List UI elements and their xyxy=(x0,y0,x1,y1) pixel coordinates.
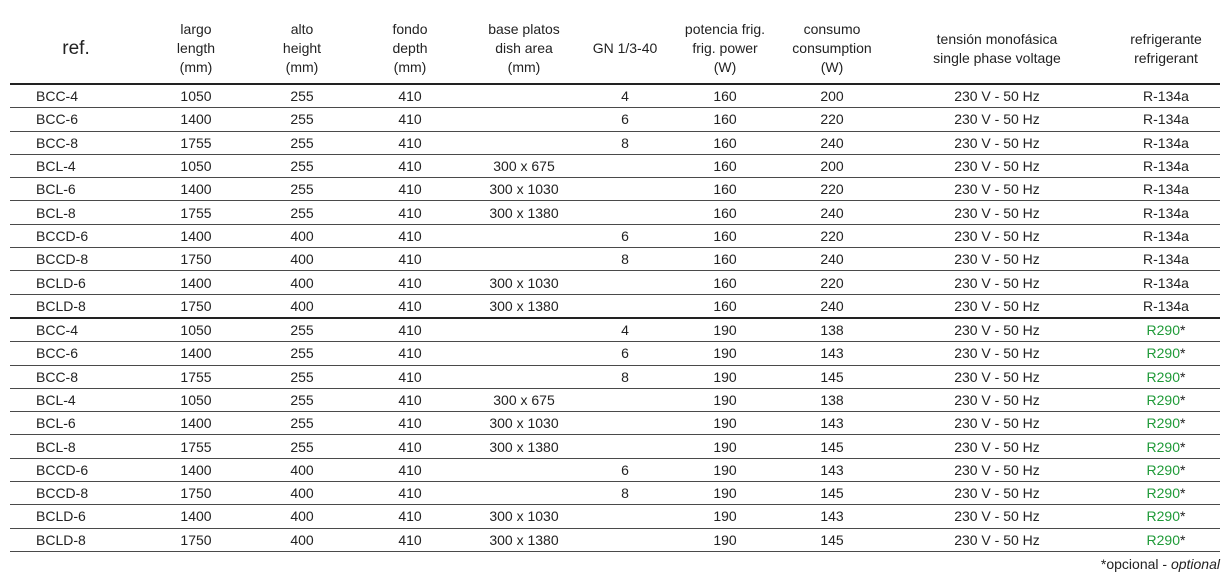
cell-voltage: 230 V - 50 Hz xyxy=(882,505,1112,528)
cell-voltage: 230 V - 50 Hz xyxy=(882,271,1112,294)
cell-dish xyxy=(466,108,582,131)
cell-depth: 410 xyxy=(354,388,466,411)
cell-voltage: 230 V - 50 Hz xyxy=(882,388,1112,411)
footnote-italic: optional xyxy=(1170,556,1220,572)
cell-gn xyxy=(582,412,668,435)
cell-height: 400 xyxy=(250,224,354,247)
col-header-dish-area: base platos dish area (mm) xyxy=(488,21,560,75)
cell-length: 1755 xyxy=(142,435,250,458)
cell-power: 190 xyxy=(668,388,782,411)
cell-consumption: 138 xyxy=(782,318,882,342)
cell-length: 1400 xyxy=(142,271,250,294)
cell-refrigerant: R290* xyxy=(1112,505,1220,528)
cell-voltage: 230 V - 50 Hz xyxy=(882,482,1112,505)
cell-dish: 300 x 1380 xyxy=(466,435,582,458)
cell-dish: 300 x 675 xyxy=(466,388,582,411)
cell-ref: BCCD-8 xyxy=(10,248,142,271)
cell-power: 160 xyxy=(668,84,782,108)
table-row xyxy=(10,84,1220,108)
cell-power: 190 xyxy=(668,365,782,388)
table-row xyxy=(10,178,1220,201)
cell-refrigerant: R-134a xyxy=(1112,84,1220,108)
cell-refrigerant: R-134a xyxy=(1112,294,1220,318)
cell-dish xyxy=(466,342,582,365)
cell-ref: BCL-6 xyxy=(10,412,142,435)
table-row xyxy=(10,224,1220,247)
cell-dish xyxy=(466,458,582,481)
cell-height: 400 xyxy=(250,248,354,271)
cell-gn xyxy=(582,201,668,224)
cell-length: 1050 xyxy=(142,388,250,411)
table-row xyxy=(10,294,1220,318)
table-row xyxy=(10,342,1220,365)
cell-power: 190 xyxy=(668,318,782,342)
cell-gn xyxy=(582,154,668,177)
optional-star: * xyxy=(1180,392,1186,408)
cell-gn: 6 xyxy=(582,224,668,247)
cell-depth: 410 xyxy=(354,505,466,528)
cell-ref: BCC-4 xyxy=(10,318,142,342)
cell-height: 255 xyxy=(250,388,354,411)
cell-gn xyxy=(582,271,668,294)
cell-consumption: 145 xyxy=(782,482,882,505)
cell-dish xyxy=(466,248,582,271)
cell-gn: 6 xyxy=(582,108,668,131)
cell-ref: BCLD-8 xyxy=(10,294,142,318)
cell-ref: BCC-8 xyxy=(10,131,142,154)
cell-ref: BCC-6 xyxy=(10,108,142,131)
cell-power: 160 xyxy=(668,271,782,294)
cell-depth: 410 xyxy=(354,412,466,435)
cell-ref: BCL-6 xyxy=(10,178,142,201)
cell-height: 400 xyxy=(250,528,354,551)
cell-dish: 300 x 675 xyxy=(466,154,582,177)
cell-depth: 410 xyxy=(354,365,466,388)
optional-star: * xyxy=(1180,461,1186,478)
cell-power: 160 xyxy=(668,178,782,201)
cell-ref: BCL-4 xyxy=(10,388,142,411)
cell-gn xyxy=(582,178,668,201)
cell-voltage: 230 V - 50 Hz xyxy=(882,458,1112,481)
cell-voltage: 230 V - 50 Hz xyxy=(882,201,1112,224)
cell-ref: BCCD-6 xyxy=(10,458,142,481)
cell-height: 255 xyxy=(250,178,354,201)
cell-consumption: 240 xyxy=(782,294,882,318)
cell-length: 1400 xyxy=(142,108,250,131)
cell-length: 1050 xyxy=(142,318,250,342)
table-row xyxy=(10,365,1220,388)
cell-power: 160 xyxy=(668,224,782,247)
cell-gn xyxy=(582,388,668,411)
cell-voltage: 230 V - 50 Hz xyxy=(882,412,1112,435)
cell-consumption: 138 xyxy=(782,388,882,411)
cell-length: 1750 xyxy=(142,294,250,318)
cell-consumption: 240 xyxy=(782,131,882,154)
cell-refrigerant: R290* xyxy=(1112,458,1220,481)
cell-depth: 410 xyxy=(354,224,466,247)
cell-voltage: 230 V - 50 Hz xyxy=(882,294,1112,318)
cell-gn: 8 xyxy=(582,248,668,271)
cell-voltage: 230 V - 50 Hz xyxy=(882,318,1112,342)
cell-depth: 410 xyxy=(354,178,466,201)
cell-dish xyxy=(466,224,582,247)
col-header-consumption: consumo consumption (W) xyxy=(792,21,872,75)
table-row xyxy=(10,131,1220,154)
cell-gn: 8 xyxy=(582,482,668,505)
cell-height: 255 xyxy=(250,84,354,108)
table-row xyxy=(10,482,1220,505)
cell-consumption: 220 xyxy=(782,178,882,201)
optional-star: * xyxy=(1180,415,1186,432)
cell-voltage: 230 V - 50 Hz xyxy=(882,131,1112,154)
cell-length: 1050 xyxy=(142,154,250,177)
optional-star: * xyxy=(1180,345,1186,362)
cell-height: 255 xyxy=(250,108,354,131)
footnote xyxy=(1101,556,1220,572)
cell-ref: BCL-4 xyxy=(10,154,142,177)
cell-voltage: 230 V - 50 Hz xyxy=(882,84,1112,108)
cell-consumption: 143 xyxy=(782,412,882,435)
cell-ref: BCC-6 xyxy=(10,342,142,365)
cell-gn: 8 xyxy=(582,365,668,388)
cell-ref: BCCD-6 xyxy=(10,224,142,247)
cell-gn: 4 xyxy=(582,318,668,342)
table-row xyxy=(10,154,1220,177)
cell-refrigerant: R-134a xyxy=(1112,248,1220,271)
cell-length: 1400 xyxy=(142,505,250,528)
header-row xyxy=(10,14,1220,84)
cell-depth: 410 xyxy=(354,271,466,294)
cell-consumption: 143 xyxy=(782,458,882,481)
cell-length: 1750 xyxy=(142,528,250,551)
cell-refrigerant: R-134a xyxy=(1112,271,1220,294)
cell-depth: 410 xyxy=(354,131,466,154)
optional-star: * xyxy=(1180,531,1186,548)
cell-height: 400 xyxy=(250,505,354,528)
cell-length: 1755 xyxy=(142,131,250,154)
cell-dish: 300 x 1030 xyxy=(466,178,582,201)
cell-height: 255 xyxy=(250,201,354,224)
cell-depth: 410 xyxy=(354,154,466,177)
cell-length: 1050 xyxy=(142,84,250,108)
cell-power: 190 xyxy=(668,458,782,481)
cell-refrigerant: R290* xyxy=(1112,435,1220,458)
table-row xyxy=(10,201,1220,224)
table-row xyxy=(10,271,1220,294)
cell-gn xyxy=(582,294,668,318)
table-row xyxy=(10,528,1220,551)
cell-length: 1750 xyxy=(142,248,250,271)
cell-depth: 410 xyxy=(354,294,466,318)
cell-depth: 410 xyxy=(354,108,466,131)
cell-depth: 410 xyxy=(354,435,466,458)
table-row xyxy=(10,412,1220,435)
cell-consumption: 145 xyxy=(782,435,882,458)
cell-refrigerant: R-134a xyxy=(1112,201,1220,224)
cell-height: 400 xyxy=(250,482,354,505)
cell-power: 190 xyxy=(668,505,782,528)
cell-consumption: 200 xyxy=(782,154,882,177)
cell-dish xyxy=(466,84,582,108)
cell-length: 1400 xyxy=(142,224,250,247)
cell-ref: BCC-4 xyxy=(10,84,142,108)
optional-star: * xyxy=(1180,508,1186,525)
cell-height: 400 xyxy=(250,294,354,318)
cell-power: 190 xyxy=(668,412,782,435)
cell-refrigerant: R290* xyxy=(1112,528,1220,551)
col-header-height: alto height (mm) xyxy=(282,21,322,75)
cell-voltage: 230 V - 50 Hz xyxy=(882,154,1112,177)
cell-length: 1400 xyxy=(142,412,250,435)
cell-voltage: 230 V - 50 Hz xyxy=(882,178,1112,201)
cell-consumption: 143 xyxy=(782,342,882,365)
cell-consumption: 220 xyxy=(782,271,882,294)
table-row xyxy=(10,505,1220,528)
cell-depth: 410 xyxy=(354,458,466,481)
cell-power: 190 xyxy=(668,342,782,365)
cell-voltage: 230 V - 50 Hz xyxy=(882,528,1112,551)
cell-dish: 300 x 1030 xyxy=(466,505,582,528)
cell-length: 1400 xyxy=(142,178,250,201)
cell-consumption: 145 xyxy=(782,528,882,551)
cell-refrigerant: R290* xyxy=(1112,482,1220,505)
col-header-length: largo length (mm) xyxy=(176,21,216,75)
spec-table xyxy=(10,14,1220,552)
cell-length: 1755 xyxy=(142,201,250,224)
cell-power: 160 xyxy=(668,108,782,131)
cell-refrigerant: R290* xyxy=(1112,388,1220,411)
col-header-depth: fondo depth (mm) xyxy=(392,21,428,75)
cell-power: 160 xyxy=(668,248,782,271)
col-header-voltage: tensión monofásica single phase voltage xyxy=(933,30,1061,66)
cell-depth: 410 xyxy=(354,84,466,108)
cell-refrigerant: R290* xyxy=(1112,342,1220,365)
cell-height: 255 xyxy=(250,412,354,435)
cell-power: 190 xyxy=(668,528,782,551)
cell-refrigerant: R-134a xyxy=(1112,108,1220,131)
table-row xyxy=(10,108,1220,131)
cell-gn xyxy=(582,528,668,551)
footnote-prefix: *opcional - xyxy=(1100,556,1171,572)
cell-height: 255 xyxy=(250,154,354,177)
cell-voltage: 230 V - 50 Hz xyxy=(882,248,1112,271)
table-row xyxy=(10,248,1220,271)
table-row xyxy=(10,435,1220,458)
cell-length: 1750 xyxy=(142,482,250,505)
cell-dish xyxy=(466,482,582,505)
cell-refrigerant: R290* xyxy=(1112,318,1220,342)
cell-consumption: 200 xyxy=(782,84,882,108)
cell-voltage: 230 V - 50 Hz xyxy=(882,365,1112,388)
cell-ref: BCL-8 xyxy=(10,435,142,458)
cell-depth: 410 xyxy=(354,318,466,342)
cell-gn: 8 xyxy=(582,131,668,154)
cell-dish: 300 x 1380 xyxy=(466,294,582,318)
cell-dish: 300 x 1380 xyxy=(466,528,582,551)
cell-voltage: 230 V - 50 Hz xyxy=(882,224,1112,247)
cell-power: 190 xyxy=(668,482,782,505)
cell-height: 255 xyxy=(250,131,354,154)
cell-refrigerant: R290* xyxy=(1112,412,1220,435)
cell-ref: BCCD-8 xyxy=(10,482,142,505)
cell-dish xyxy=(466,365,582,388)
cell-dish xyxy=(466,318,582,342)
table-row xyxy=(10,318,1220,342)
cell-height: 255 xyxy=(250,435,354,458)
cell-consumption: 143 xyxy=(782,505,882,528)
cell-length: 1400 xyxy=(142,342,250,365)
cell-ref: BCL-8 xyxy=(10,201,142,224)
table-body xyxy=(10,84,1220,551)
cell-height: 400 xyxy=(250,458,354,481)
cell-refrigerant: R-134a xyxy=(1112,154,1220,177)
cell-voltage: 230 V - 50 Hz xyxy=(882,435,1112,458)
cell-refrigerant: R-134a xyxy=(1112,178,1220,201)
cell-dish: 300 x 1030 xyxy=(466,271,582,294)
cell-refrigerant: R-134a xyxy=(1112,131,1220,154)
cell-power: 160 xyxy=(668,294,782,318)
cell-height: 400 xyxy=(250,271,354,294)
cell-ref: BCLD-6 xyxy=(10,505,142,528)
cell-ref: BCC-8 xyxy=(10,365,142,388)
optional-star: * xyxy=(1180,438,1186,455)
cell-refrigerant: R-134a xyxy=(1112,224,1220,247)
cell-refrigerant: R290* xyxy=(1112,365,1220,388)
cell-consumption: 220 xyxy=(782,108,882,131)
cell-depth: 410 xyxy=(354,482,466,505)
optional-star: * xyxy=(1180,485,1186,502)
cell-height: 255 xyxy=(250,365,354,388)
col-header-gn: GN 1/3-40 xyxy=(592,40,658,56)
cell-ref: BCLD-8 xyxy=(10,528,142,551)
cell-gn xyxy=(582,435,668,458)
table-row xyxy=(10,388,1220,411)
cell-voltage: 230 V - 50 Hz xyxy=(882,342,1112,365)
optional-star: * xyxy=(1180,322,1186,339)
cell-power: 160 xyxy=(668,131,782,154)
cell-consumption: 240 xyxy=(782,248,882,271)
cell-height: 255 xyxy=(250,342,354,365)
cell-gn xyxy=(582,505,668,528)
cell-depth: 410 xyxy=(354,528,466,551)
optional-star: * xyxy=(1180,368,1186,385)
cell-depth: 410 xyxy=(354,248,466,271)
cell-length: 1400 xyxy=(142,458,250,481)
cell-depth: 410 xyxy=(354,201,466,224)
col-header-power: potencia frig. frig. power (W) xyxy=(684,21,766,75)
cell-consumption: 240 xyxy=(782,201,882,224)
col-header-ref: ref. xyxy=(62,38,90,59)
cell-dish: 300 x 1030 xyxy=(466,412,582,435)
cell-dish xyxy=(466,131,582,154)
cell-gn: 6 xyxy=(582,458,668,481)
cell-gn: 6 xyxy=(582,342,668,365)
cell-voltage: 230 V - 50 Hz xyxy=(882,108,1112,131)
cell-ref: BCLD-6 xyxy=(10,271,142,294)
cell-consumption: 220 xyxy=(782,224,882,247)
col-header-refrigerant: refrigerante refrigerant xyxy=(1130,30,1202,66)
cell-height: 255 xyxy=(250,318,354,342)
cell-depth: 410 xyxy=(354,342,466,365)
cell-consumption: 145 xyxy=(782,365,882,388)
table-row xyxy=(10,458,1220,481)
cell-power: 160 xyxy=(668,154,782,177)
cell-power: 190 xyxy=(668,435,782,458)
cell-power: 160 xyxy=(668,201,782,224)
cell-dish: 300 x 1380 xyxy=(466,201,582,224)
cell-gn: 4 xyxy=(582,84,668,108)
cell-length: 1755 xyxy=(142,365,250,388)
